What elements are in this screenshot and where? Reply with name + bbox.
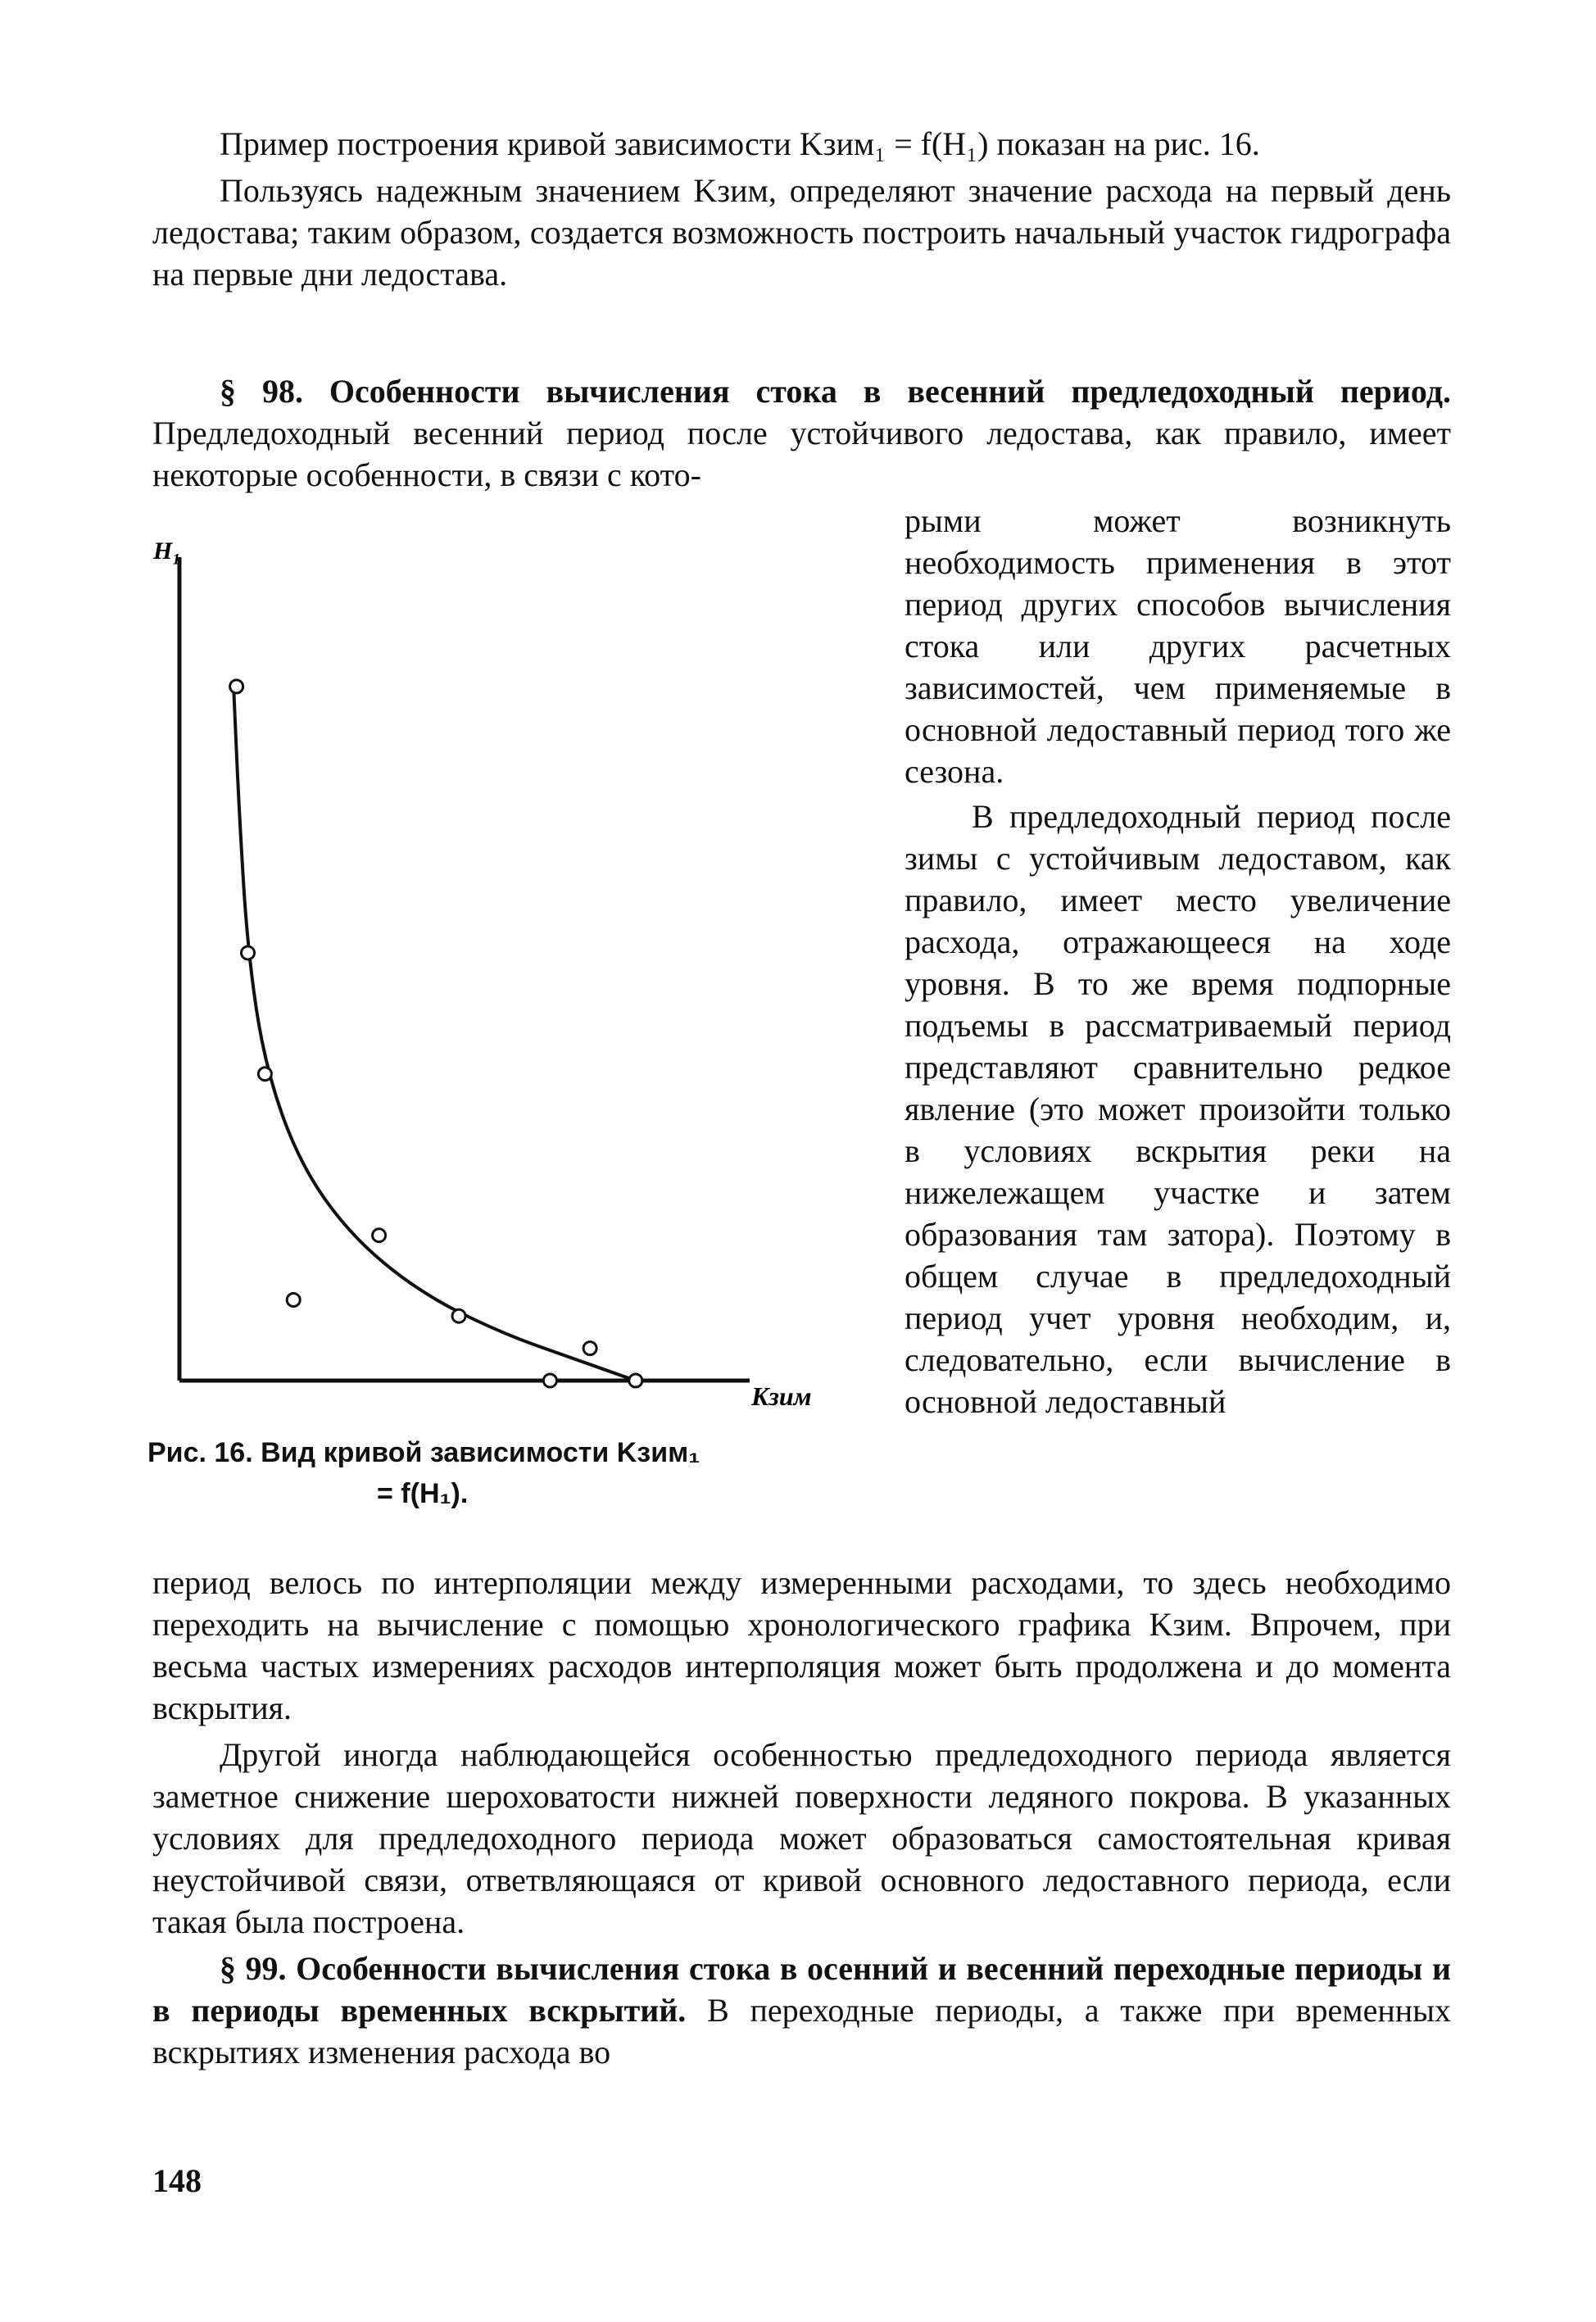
section-98-text-last: Другой иногда наблюдающейся особенностью предледоходного периода является заметное снижение шероховатости нижней поверхности ледяного покрова. В указанных условиях для предледоходного периода может образоваться самостоятельная кривая неустойчивой связи, ответвляющаяся от кривой основного ледоставного периода, если такая была построена. <box>152 1736 1451 1940</box>
data-point-2 <box>242 946 255 959</box>
data-point-1 <box>230 680 243 693</box>
section-98-text-wide: Предледоходный весенний период после устойчивого ледостава, как правило, имеет некоторые особенности, в связи с кото- <box>152 415 1451 493</box>
figure-caption <box>147 1432 868 1514</box>
data-points-layer <box>230 680 642 1387</box>
chart-svg <box>143 524 864 1426</box>
section-98-text-continued: период велось по интерполяции между измеренными расходами, то здесь необходимо переходить на вычисление с помощью хронологического графика Kзим. Впрочем, при весьма частых измерениях расходов интерполяция может быть продолжена и до момента вскрытия. <box>152 1564 1451 1726</box>
page-number: 148 <box>152 2162 202 2199</box>
x-axis-label: Kзим <box>751 1381 812 1411</box>
section-98-narrow-column <box>905 500 1451 1422</box>
paragraph-reliable-value: Пользуясь надежным значением Kзим, определяют значение расхода на первый день ледостава; таким образом, создается возможность построить начальный участок гидрографа на первые дни ледостава. <box>152 172 1451 293</box>
figure-16 <box>143 524 864 1532</box>
figure-caption-line-2: = f(H₁). <box>377 1478 469 1509</box>
section-99-text: В переходные периоды, а также при временных вскрытиях изменения расхода во <box>152 1992 1452 2070</box>
data-point-6 <box>452 1309 465 1322</box>
section-98-continued <box>152 1562 1451 2073</box>
data-point-5 <box>287 1294 300 1307</box>
data-point-8 <box>543 1374 556 1387</box>
section-98-lead <box>152 370 1451 496</box>
section-98-text-narrow-1: рыми может возникнуть необходимость применения в этот период других способов вычисления стока или других расчетных зависимостей, чем применяемые в основной ледоставный период того же сезона. <box>905 502 1451 790</box>
y-axis-label: H₁ <box>153 537 181 565</box>
paragraph-figure-reference: Пример построения кривой зависимости Kзим₁ = f(H₁) показан на рис. 16. <box>220 125 1260 162</box>
intro-paragraphs <box>152 123 1451 295</box>
section-99-paragraph <box>152 1948 1451 2073</box>
section-98-text-narrow-2: В предледоходный период после зимы с устойчивым ледоставом, как правило, имеет место увеличение расхода, отражающееся на ходе уровня. В то же время подпорные подъемы в рассматриваемый период представляют сравнительно редкое явление (это может произойти только в условиях вскрытия реки на нижележащем участке и затем образования там затора). Поэтому в общем случае в предледоходный период учет уровня необходим, и, следовательно, если вычисление в основной ледоставный <box>905 798 1451 1420</box>
data-point-4 <box>373 1229 386 1242</box>
fitted-curve <box>234 687 636 1381</box>
data-point-9 <box>629 1374 642 1387</box>
section-98-heading: § 98. Особенности вычисления стока в весенний предледоходный период. <box>220 373 1451 410</box>
data-point-7 <box>583 1342 596 1355</box>
section-99-heading: § 99. Особенности вычисления стока в осенний и весенний переходные периоды и в периоды временных вскрытий. <box>152 1950 1451 2029</box>
figure-caption-line-1: Рис. 16. Вид кривой зависимости Kзим₁ <box>147 1437 701 1468</box>
fitted-curve-layer <box>234 687 636 1381</box>
data-point-3 <box>258 1068 271 1081</box>
